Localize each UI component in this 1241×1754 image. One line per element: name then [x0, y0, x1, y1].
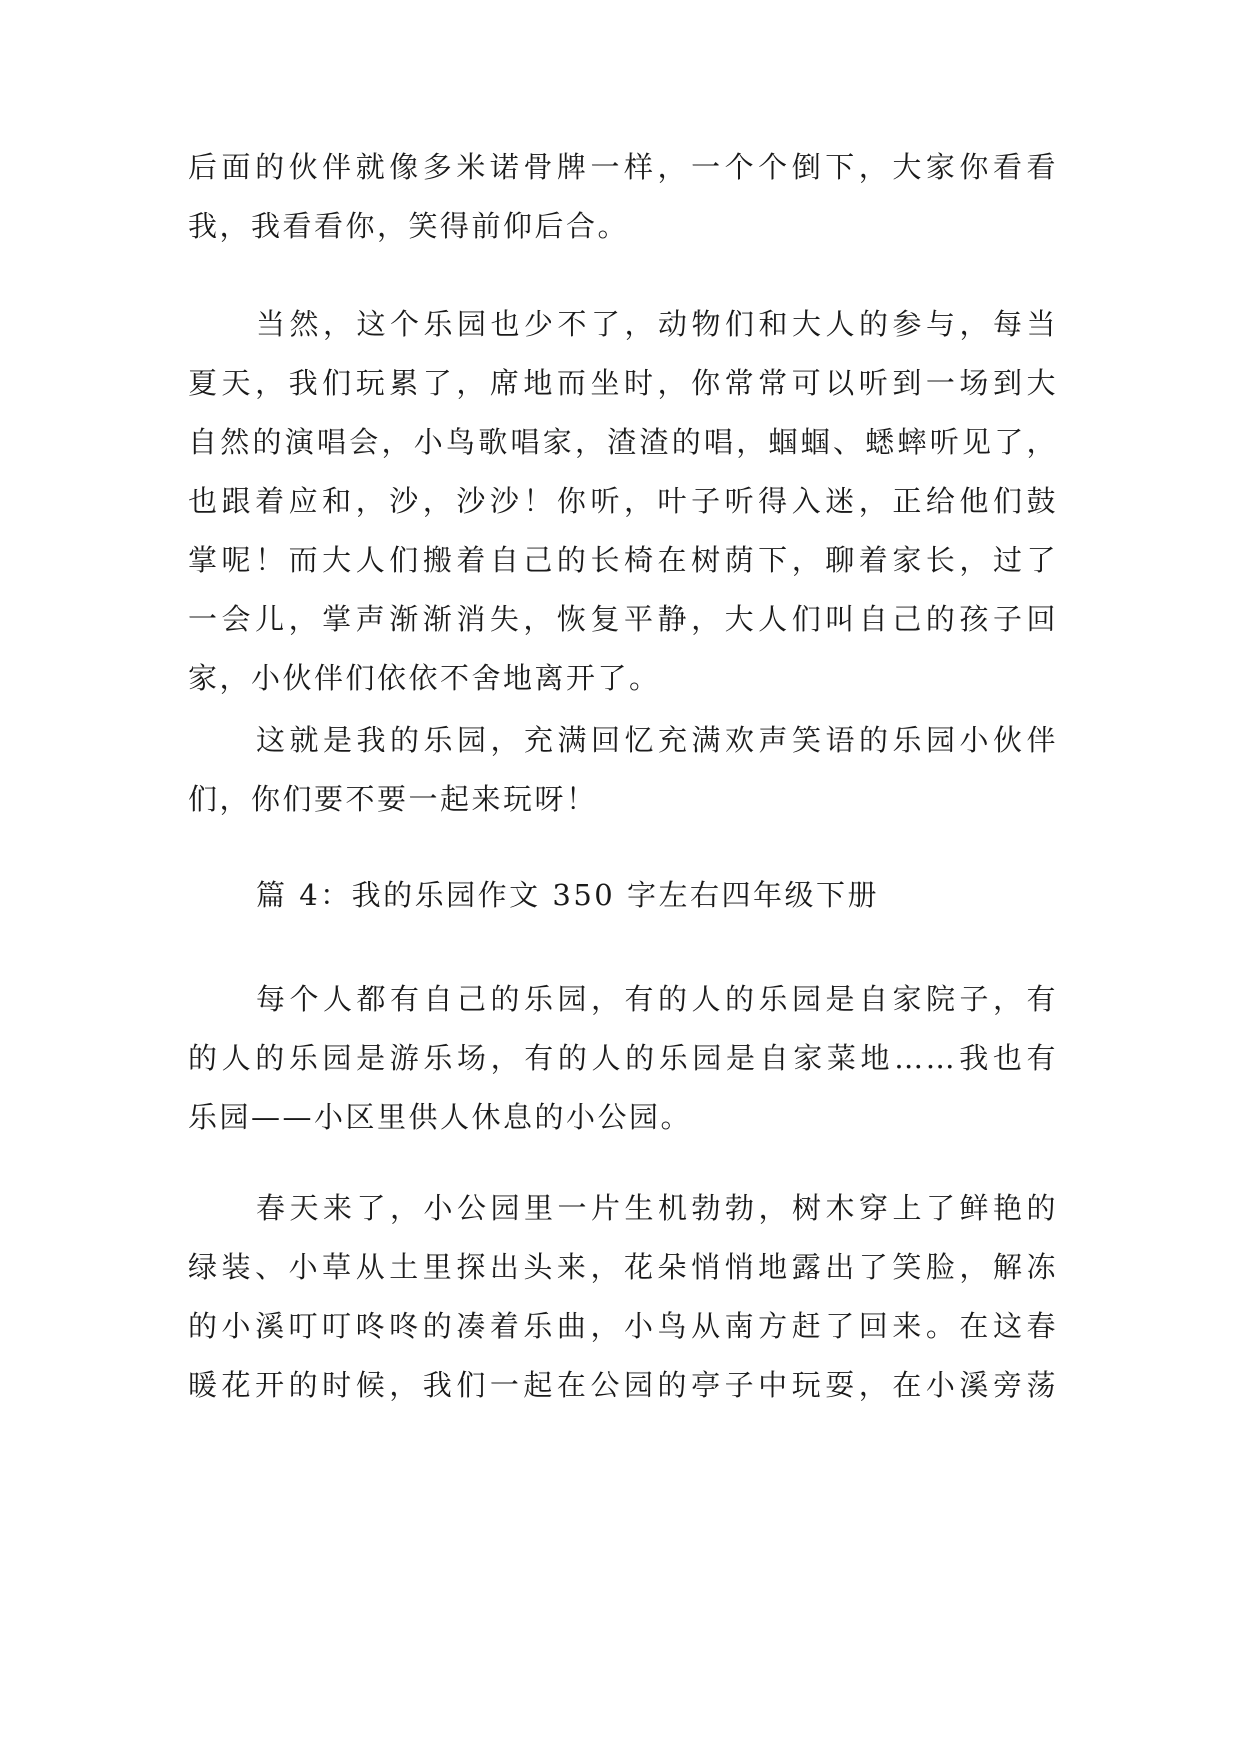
text-line: 当然，这个乐园也少不了，动物们和大人的参与，每当	[256, 307, 1058, 341]
paragraph-1	[188, 138, 1058, 256]
text-line: 也跟着应和，沙，沙沙！你听，叶子听得入迷，正给他们鼓	[188, 484, 1058, 518]
text-line: 这就是我的乐园，充满回忆充满欢声笑语的乐园小伙伴	[256, 723, 1058, 757]
text-line: 春天来了，小公园里一片生机勃勃，树木穿上了鲜艳的	[256, 1191, 1058, 1225]
text-line: 掌呢！而大人们搬着自己的长椅在树荫下，聊着家长，过了	[188, 543, 1058, 577]
text-line: 夏天，我们玩累了，席地而坐时，你常常可以听到一场到大	[188, 366, 1058, 400]
text-line: 我，我看看你，笑得前仰后合。	[188, 209, 630, 243]
text-line: 自然的演唱会，小鸟歌唱家，渣渣的唱，蝈蝈、蟋蟀听见了，	[188, 425, 1058, 459]
heading-line: 篇 4：我的乐园作文 350 字左右四年级下册	[256, 878, 879, 912]
text-line: 每个人都有自己的乐园，有的人的乐园是自家院子，有	[256, 982, 1058, 1016]
paragraph-3	[188, 711, 1058, 829]
text-line: 的人的乐园是游乐场，有的人的乐园是自家菜地……我也有	[188, 1041, 1058, 1075]
paragraph-5	[188, 970, 1058, 1147]
section-heading	[188, 866, 1058, 925]
paragraph-2	[188, 295, 1058, 708]
paragraph-6	[188, 1179, 1058, 1415]
text-line: 暖花开的时候，我们一起在公园的亭子中玩耍，在小溪旁荡	[188, 1368, 1058, 1402]
text-line: 后面的伙伴就像多米诺骨牌一样，一个个倒下，大家你看看	[188, 150, 1058, 184]
text-line: 一会儿，掌声渐渐消失，恢复平静，大人们叫自己的孩子回	[188, 602, 1058, 636]
text-line: 们，你们要不要一起来玩呀！	[188, 782, 598, 816]
text-line: 的小溪叮叮咚咚的凑着乐曲，小鸟从南方赶了回来。在这春	[188, 1309, 1058, 1343]
text-line: 乐园——小区里供人休息的小公园。	[188, 1100, 693, 1134]
text-line: 绿装、小草从土里探出头来，花朵悄悄地露出了笑脸，解冻	[188, 1250, 1058, 1284]
text-line: 家，小伙伴们依依不舍地离开了。	[188, 661, 661, 695]
